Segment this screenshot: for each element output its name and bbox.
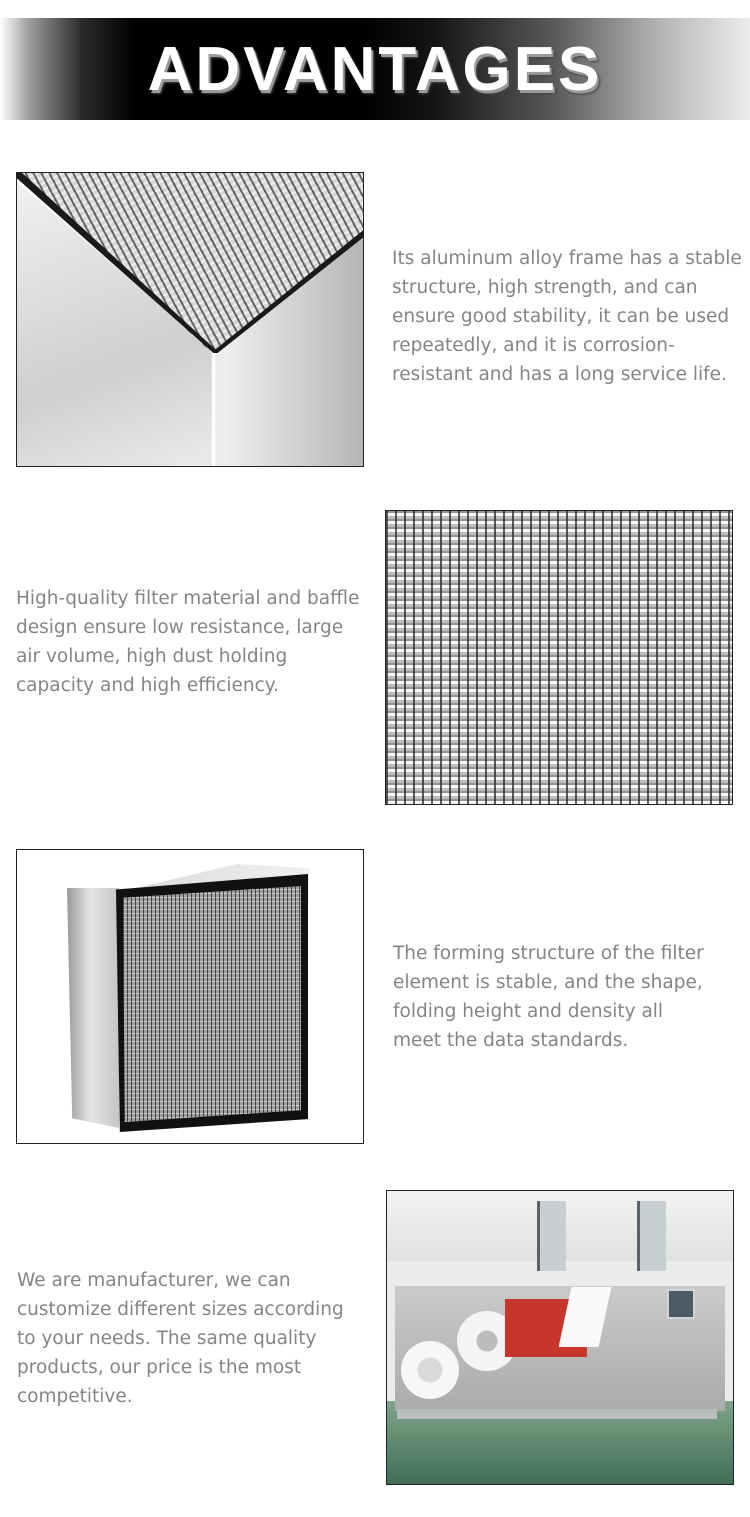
feature-text-material: High-quality filter material and baffle design ensure low resistance, large air volume, high dust holding capacity and high efficiency. [16,588,360,696]
machine-rail [397,1409,717,1419]
factory-window [637,1201,666,1271]
feature-text-structure: The forming structure of the filter element is stable, and the shape, folding height and density all meet the data standards. [393,943,704,1051]
box-side-panel [67,888,119,1128]
filter-media-closeup-image [385,510,733,805]
banner-title: ADVANTAGES [147,35,603,104]
advantages-banner [0,18,750,120]
control-panel-screen [667,1289,695,1319]
feature-text-manufacturer: We are manufacturer, we can customize different sizes according to your needs. The same quality products, our price is the most competitive. [17,1270,344,1407]
box-filter-image [16,849,364,1144]
factory-window [537,1201,566,1271]
feature-text-frame: Its aluminum alloy frame has a stable structure, high strength, and can ensure good stability, it can be used repeatedly, and it is corrosion-resistant and has a long service life. [392,248,742,385]
factory-production-line-image [386,1190,734,1485]
paper-roll [401,1341,459,1399]
box-filter-mesh [123,886,301,1122]
aluminum-frame-corner-image [16,172,364,467]
